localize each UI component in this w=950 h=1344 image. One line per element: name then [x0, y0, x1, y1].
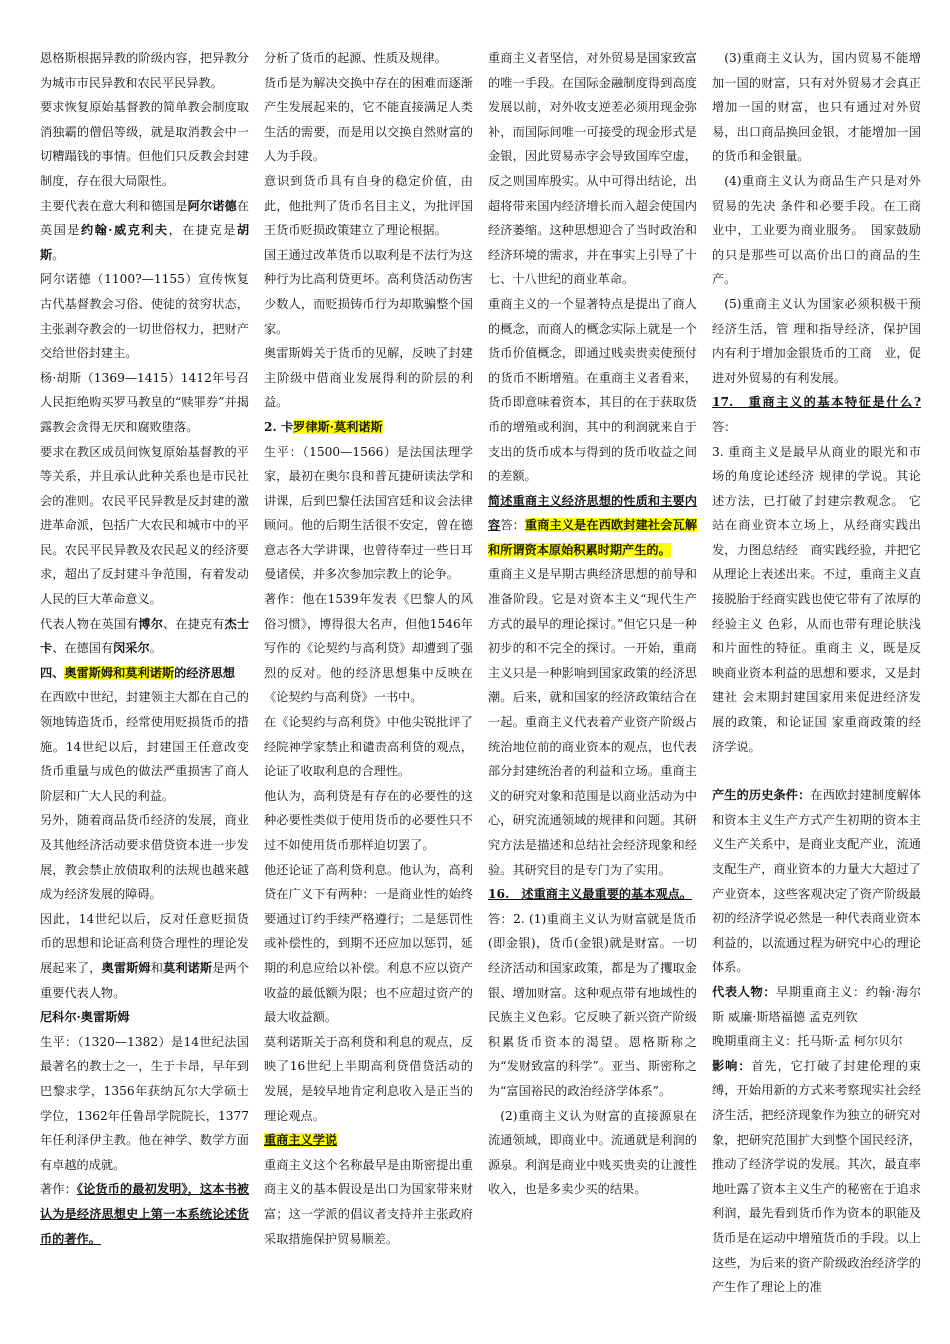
person-name: 阿尔诺德: [187, 198, 237, 213]
question-paragraph: [712, 390, 921, 439]
paragraph: (2)重商主义认为财富的直接源泉在流通领域，即商业中。流通就是利润的源泉。利润是商业中贱买贵卖的让渡性收入，也是多卖少买的结果。: [488, 1108, 697, 1197]
paragraph: 要求恢复原始基督教的简单教会制度取消独霸的僧侣等级，就是取消教会中一切糟蹋钱的事情。但他们只反教会封建制度，存在很大局限性。: [40, 100, 249, 188]
paragraph: 意识到货币具有自身的稳定价值，由此，他批判了货币名目主义，为批评国王货币贬损政策建立了理论根据。: [264, 173, 473, 238]
question-paragraph: [488, 489, 697, 563]
highlighted-text: 重商主义是在西欧封建社会瓦解和所谓资本原始积累时期产生的。: [488, 518, 697, 557]
paragraph: 分析了货币的起源、性质及规律。: [264, 51, 447, 65]
paragraph: 生平：（1500—1566）是法国法理学家，最初在奥尔良和普瓦捷研读法学和讲课，后到巴黎任法国宫廷和议会法律顾问。他的后期生活很不安定，曾在德意志各大学讲课，也曾待奉过一些日耳曼诸侯，并多次参加宗教上的论争。: [264, 444, 473, 582]
paragraph: 晚期重商主义：托马斯·孟 柯尔贝尔: [712, 1034, 903, 1049]
question-heading: 16. 述重商主义最重要的基本观点。: [488, 887, 693, 902]
paragraph: (4)重商主义认为商品生产只是对外贸易的先决 条件和必要手段。在工商业中，工业要为商业服务。 国家鼓励的只是那些可以高价出口的商品的生产。: [712, 173, 921, 287]
section-heading: [40, 661, 249, 686]
heading-number: 四、: [40, 665, 65, 680]
paragraph: 阿尔诺德（1100?—1155）宣传恢复古代基督教会习俗、使徒的贫穷状态，主张剥夺教会的一切世俗权力，把财产交给世俗封建主。: [40, 272, 249, 361]
paragraph: [40, 907, 249, 1005]
paragraph: [40, 1177, 249, 1251]
text: 首先，它打破了封建伦理的束缚，开始用新的方式来考察现实社会经济生活，把经济现象作为独立的研究对象，把研究范围扩大到整个国民经济，推动了经济学说的发展。其次，最直率地吐露了资本主义生产的秘密在于追求利润，最先看到货币作为资本的职能及货币是在运动中增殖货币的手段。以上这些，为后来的资产阶级政治经济学的产生作了理论上的准: [712, 1058, 921, 1295]
label: 代表人物：: [712, 984, 777, 999]
paragraph: 生平：（1320—1382）是14世纪法国最著名的教士之一，生于卡昂，早年到巴黎求学，1356年获纳瓦尔大学硕士学位，1362年任鲁昂学院院长，1377年任利泽伊主教。他在神学、数学方面有卓越的成就。: [40, 1034, 249, 1172]
paragraph: (5)重商主义认为国家必须积极干预经济生活，管 理和指导经济，保护国内有利于增加金银货币的工商 业，促进对外贸易的有利发展。: [712, 296, 921, 385]
column-3: [488, 46, 697, 1306]
paragraph: 答：2. (1)重商主义认为财富就是货币(即金银)，货币(金银)就是财富。一切经济活动和国家政策，都是为了攫取金银、增加财富。这种观点带有地域性的民族主义色彩。它反映了新兴资产阶级积累货币资本的渴望。恩格斯称之为“发财致富的科学”。亚当、斯密称之为“富国裕民的政治经济学体系”。: [488, 911, 697, 1098]
person-name: 博尔: [138, 616, 164, 631]
text: 因此，14世纪以后，反对任意贬损货币的思想和论证高利贷合理性的理论发展起来了，: [40, 911, 249, 975]
paragraph: [712, 783, 921, 980]
text: 、在德国有: [52, 641, 114, 656]
paragraph: 重商主义者坚信，对外贸易是国家致富的唯一手段。在国际金融制度得到高度发展以前，对外收支逆差必须用现金弥补，而国际间唯一可接受的现金形式是金银，因此贸易赤字会导致国库空虚，反之则国库殷实。从中可得出结论，出超将带来国内经济增长而入超会使国内经济萎缩。这种思想迎合了当时政治和经济环境的需求，并在事实上引导了十七、十八世纪的商业革命。: [488, 51, 697, 287]
text: 早期重商主义：约翰·海尔斯 威廉·斯塔福德 孟克列钦: [712, 984, 921, 1024]
question-heading: 17. 重商主义的基本特征是什么?: [712, 395, 921, 410]
paragraph: [712, 1054, 921, 1300]
paragraph: 另外，随着商品货币经济的发展，商业及其他经济活动要求借贷资本进一步发展，教会禁止放债取利的法规也越来越成为经济发展的障碍。: [40, 813, 249, 902]
paragraph: 杨·胡斯（1369—1415）1412年号召人民拒绝购买罗马教皇的“赎罪券”并揭露教会贪得无厌和腐败堕落。: [40, 370, 249, 434]
text: 。: [52, 247, 65, 262]
paragraph: 重商主义这个名称最早是由斯密提出重商主义的基本假设是出口为国家带来财富；这一学派的倡议者支持并主张政府采取措施保护贸易顺差。: [264, 1157, 473, 1246]
paragraph: 重商主义的一个显著特点是提出了商人的概念，而商人的概念实际上就是一个货币价值概念，即通过贱卖贵卖使预付的货币不断增殖。在重商主义者看来，货币即意味着资本，其目的在于获取货币的增殖或利润，其中的利润就来自于支出的货币成本与得到的货币收益之间的差额。: [488, 296, 697, 484]
paragraph: 3. 重商主义是最早从商业的眼光和市场的角度论述经济 规律的学说。其论述方法，已打破了封建宗教观念。 它站在商业资本立场上，从经商实践出发，力图总结经 商实践经验，并把它从理论上表述出来。不过，重商主义直接脱胎于经商实践也使它带有了浓厚的经验主义 色彩，从而也带有理论肤浅和片面性的特征。重商主 义，既是反映商业资本利益的思想和要求，又是封建社 会末期封建国家用来促进经济发展的政策，和论证国 家重商政策的经济学说。: [712, 444, 921, 754]
heading-text: 2. 卡: [264, 419, 294, 434]
text: 是两个重要代表人物。: [40, 960, 249, 1000]
person-name: 杰士卡: [40, 616, 249, 656]
paragraph: [40, 194, 249, 268]
book-title: 《论货币的最初发明》，这本书被认为是经济思想史上第一本系统论述货币的著作。: [40, 1182, 249, 1246]
paragraph: 他认为，高利贷是有存在的必要性的这种必要性类似于使用货币的必要性只不过不如使用货币那样迫切罢了。: [264, 788, 473, 852]
text: 、在捷克有: [163, 616, 225, 631]
question-heading: 简述重商主义经济思想的性质和主要内容: [488, 493, 697, 533]
paragraph: 在《论契约与高利贷》中他尖锐批评了经院神学家禁止和谴责高利贷的观点，论证了收取利息的合理性。: [264, 715, 473, 779]
text: 在英国是: [40, 198, 249, 238]
subheading: [264, 415, 473, 440]
paragraph: [712, 980, 921, 1029]
paragraph: 著作：他在1539年发表《巴黎人的风俗习惯》，博得很大名声，但他1546年写作的《论契约与高利贷》却遭到了强烈的反对。他的经济思想集中反映在《论契约与高利贷》一书中。: [264, 592, 473, 705]
paragraph: 重商主义是早期古典经济思想的前导和准备阶段。它是对资本主义“现代生产方式的最早的理论探讨。”但它只是一种初步的和不完全的探讨。一开始，重商主义只是一种影响到国家政策的经济思潮。后来，就和国家的经济政策结合在一起。重商主义代表着产业资产阶级占统治地位前的商业资本的观点，也代表部分封建统治者的利益和立场。重商主义的研究对象和范围是以商业活动为中心，研究流通领域的规律和问题。其研究方法是描述和总结社会经济现象和经验。其研究目的是专门为了实用。: [488, 567, 697, 877]
highlighted-text: 罗律斯·莫利诺斯: [293, 419, 383, 434]
person-name: 约翰·威克利夫: [80, 223, 169, 238]
paragraph: [40, 612, 249, 661]
heading-text: 的经济思想: [174, 665, 235, 680]
subheading: 尼科尔·奥雷斯姆: [40, 1010, 130, 1025]
paragraph: 货币是为解决交换中存在的困难而逐渐产生发展起来的，它不能直接满足人类生活的需要，而是用以交换自然财富的人为手段。: [264, 75, 473, 164]
text: 主要代表在意大利和德国是: [40, 198, 188, 213]
highlighted-text: 重商主义学说: [264, 1133, 338, 1148]
paragraph: 恩格斯根据异教的阶级内容，把异教分为城市市民异教和农民平民异教。: [40, 51, 249, 90]
highlighted-text: 奥雷斯姆和莫利诺斯: [64, 665, 175, 680]
text: ，在捷克是: [168, 223, 237, 238]
paragraph: 在西欧中世纪，封建领主大都在自己的领地铸造货币，经常使用贬损货币的措施。14世纪以后，封建国王任意改变货币重量与成色的做法严重损害了商人阶层和广大人民的利益。: [40, 690, 249, 803]
paragraph: 莫利诺斯关于高利贷和利息的观点，反映了16世纪上半期高利贷借贷活动的发展，是较早地肯定利息收入是正当的理论观点。: [264, 1034, 473, 1123]
document-page: [40, 46, 920, 1306]
answer-label: 答：: [500, 518, 525, 533]
paragraph: (3)重商主义认为，国内贸易不能增加一国的财富，只有对外贸易才会真正增加一国的财富，也只有通过对外贸易，出口商品换回金银，才能增加一国的货币和金银量。: [712, 51, 921, 164]
person-name: 莫利诺斯: [163, 960, 213, 975]
paragraph: 奥雷斯姆关于货币的见解，反映了封建主阶级中借商业发展得利的阶层的利益。: [264, 346, 473, 410]
text: 代表人物在英国有: [40, 616, 139, 631]
paragraph: 国王通过改革货币以取利是不法行为这种行为比高利贷更坏。高利贷活动伤害少数人，而贬损铸币行为却欺骗整个国家。: [264, 247, 473, 336]
section-heading: [264, 1128, 473, 1153]
answer-label: 答：: [712, 419, 737, 434]
label: 影响：: [712, 1058, 752, 1073]
paragraph: 要求在教区成员间恢复原始基督教的平等关系，并且承认此种关系也是市民社会的准则。农民平民异教是反封建的激进革命派，包括广大农民和城市中的平民。农民平民异教及农民起义的经济要求，超出了反封建斗争范围，有着发动人民的巨大革命意义。: [40, 444, 249, 607]
text: 在西欧封建制度解体和资本主义生产方式产生初期的资本主义生产关系中，是商业支配产业，流通支配生产，商业资本的力量大大超过了产业资本，这些客观决定了资产阶级最初的经济学说必然是一种代表商业资本利益的，以流通过程为研究中心的理论体系。: [712, 788, 921, 975]
spacer: [712, 759, 921, 783]
text: 著作：: [40, 1182, 77, 1197]
column-2: [264, 46, 473, 1306]
person-name: 胡斯: [40, 223, 249, 262]
label: 产生的历史条件：: [712, 788, 811, 803]
text: 。: [149, 641, 162, 656]
column-1: [40, 46, 249, 1306]
person-name: 奥雷斯姆: [101, 960, 151, 975]
person-name: 闵采尔: [113, 641, 150, 656]
paragraph: 他还论证了高利贷利息。他认为，高利贷在广义下有两种：一是商业性的始终要通过订约手续严格遵行；二是惩罚性或补偿性的，到期不还应加以惩罚，延期的利息应给以补偿。利息不应以资产收益的最低额为限；也不应超过资产的最大收益额。: [264, 862, 473, 1025]
text: 和: [150, 960, 164, 975]
column-4: [712, 46, 921, 1306]
